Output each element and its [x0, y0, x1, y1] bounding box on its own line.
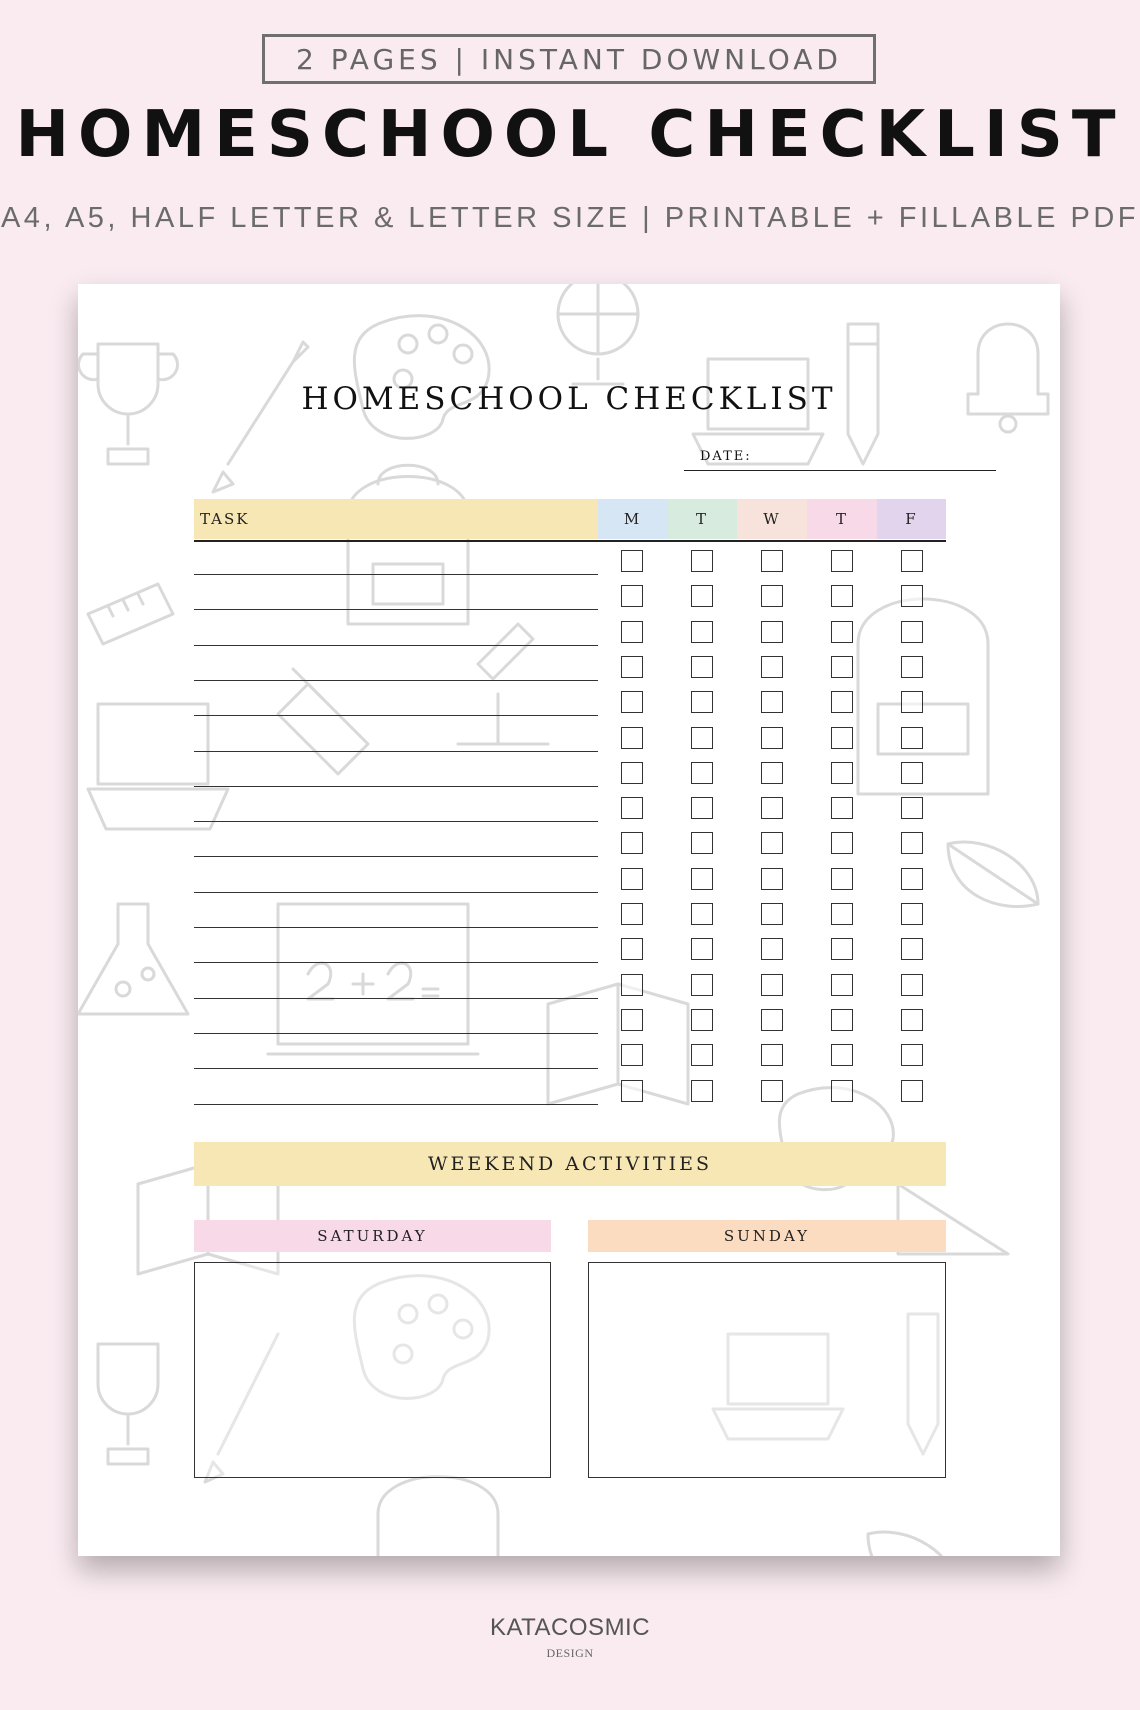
globe-doodle	[558, 284, 638, 384]
day-checkbox[interactable]	[901, 550, 923, 572]
day-checkbox[interactable]	[901, 762, 923, 784]
day-checkbox[interactable]	[831, 1009, 853, 1031]
day-checkbox[interactable]	[761, 938, 783, 960]
day-checkbox[interactable]	[831, 832, 853, 854]
task-line[interactable]	[194, 998, 598, 999]
leaf-bottom-doodle	[868, 1532, 958, 1556]
saturday-notes-box[interactable]	[194, 1262, 551, 1478]
task-line[interactable]	[194, 751, 598, 752]
day-header-wed	[737, 499, 807, 539]
day-checkbox[interactable]	[831, 621, 853, 643]
day-checkbox[interactable]	[761, 797, 783, 819]
day-checkbox[interactable]	[761, 1044, 783, 1066]
day-checkbox[interactable]	[761, 762, 783, 784]
day-checkbox[interactable]	[901, 903, 923, 925]
date-field[interactable]	[684, 470, 996, 471]
day-checkbox[interactable]	[901, 832, 923, 854]
day-checkbox[interactable]	[691, 691, 713, 713]
day-checkbox[interactable]	[621, 621, 643, 643]
task-column-header	[194, 499, 598, 539]
task-line[interactable]	[194, 715, 598, 716]
day-checkbox[interactable]	[831, 550, 853, 572]
day-checkbox[interactable]	[901, 656, 923, 678]
day-checkbox[interactable]	[761, 974, 783, 996]
day-checkbox[interactable]	[621, 762, 643, 784]
day-checkbox[interactable]	[621, 727, 643, 749]
day-checkbox[interactable]	[901, 868, 923, 890]
day-checkbox[interactable]	[761, 1080, 783, 1102]
day-checkbox[interactable]	[691, 1080, 713, 1102]
day-checkbox[interactable]	[621, 797, 643, 819]
task-line[interactable]	[194, 1068, 598, 1069]
flask-doodle	[78, 904, 188, 1014]
sheet-title: HOMESCHOOL CHECKLIST	[301, 381, 837, 417]
backpack-right-doodle	[858, 599, 988, 794]
day-checkbox[interactable]	[901, 938, 923, 960]
task-line[interactable]	[194, 786, 598, 787]
day-checkbox[interactable]	[761, 656, 783, 678]
day-header-fri	[877, 499, 946, 539]
task-line[interactable]	[194, 1104, 598, 1105]
day-checkbox[interactable]	[901, 797, 923, 819]
day-checkbox[interactable]	[621, 585, 643, 607]
day-checkbox[interactable]	[621, 868, 643, 890]
day-checkbox[interactable]	[621, 1009, 643, 1031]
day-checkbox[interactable]	[691, 656, 713, 678]
microscope-doodle	[458, 624, 548, 744]
weekend-activities-header	[194, 1142, 946, 1186]
day-checkbox[interactable]	[621, 832, 643, 854]
task-line[interactable]	[194, 1033, 598, 1034]
task-line[interactable]	[194, 892, 598, 893]
day-checkbox[interactable]	[831, 691, 853, 713]
promo-headline: HOMESCHOOL CHECKLIST	[15, 98, 1125, 172]
day-checkbox[interactable]	[691, 832, 713, 854]
day-checkbox[interactable]	[831, 868, 853, 890]
day-checkbox[interactable]	[691, 621, 713, 643]
day-checkbox[interactable]	[621, 938, 643, 960]
day-checkbox[interactable]	[831, 1080, 853, 1102]
day-checkbox[interactable]	[831, 938, 853, 960]
day-header-tue	[667, 499, 737, 539]
day-checkbox[interactable]	[901, 691, 923, 713]
day-checkbox[interactable]	[761, 903, 783, 925]
task-line[interactable]	[194, 821, 598, 822]
day-checkbox[interactable]	[621, 974, 643, 996]
day-checkbox[interactable]	[831, 656, 853, 678]
day-checkbox[interactable]	[621, 1044, 643, 1066]
laptop-left-doodle	[88, 704, 228, 829]
brand-logo-sub: DESIGN	[546, 1646, 594, 1660]
day-checkbox[interactable]	[691, 938, 713, 960]
saturday-header	[194, 1220, 551, 1252]
task-line[interactable]	[194, 856, 598, 857]
day-checkbox[interactable]	[901, 1044, 923, 1066]
day-checkbox[interactable]	[621, 691, 643, 713]
day-checkbox[interactable]	[831, 903, 853, 925]
day-header-label: W	[763, 510, 781, 528]
day-checkbox[interactable]	[691, 974, 713, 996]
day-header-label: M	[623, 510, 642, 528]
day-checkbox[interactable]	[831, 797, 853, 819]
day-header-mon	[598, 499, 667, 539]
day-header-label: F	[905, 510, 918, 528]
weekend-title: WEEKEND ACTIVITIES	[428, 1153, 712, 1175]
backpack-bottom-doodle	[378, 1477, 498, 1557]
day-checkbox[interactable]	[691, 797, 713, 819]
day-checkbox[interactable]	[831, 727, 853, 749]
day-checkbox[interactable]	[621, 550, 643, 572]
date-label: DATE:	[700, 449, 752, 464]
day-header-thu	[807, 499, 877, 539]
day-checkbox[interactable]	[761, 550, 783, 572]
day-checkbox[interactable]	[621, 1080, 643, 1102]
leaf-doodle	[948, 842, 1038, 906]
day-checkbox[interactable]	[761, 621, 783, 643]
ruler-doodle	[88, 584, 173, 644]
brush-doodle	[213, 342, 308, 492]
task-line[interactable]	[194, 962, 598, 963]
day-checkbox[interactable]	[761, 1009, 783, 1031]
brand-logo: KATACOSMIC	[489, 1614, 651, 1641]
promo-subline: A4, A5, HALF LETTER & LETTER SIZE | PRINTABLE + FILLABLE PDF	[0, 202, 1140, 234]
task-line[interactable]	[194, 927, 598, 928]
sunday-label: SUNDAY	[723, 1227, 811, 1245]
day-checkbox[interactable]	[761, 691, 783, 713]
day-checkbox[interactable]	[761, 832, 783, 854]
task-line[interactable]	[194, 574, 598, 575]
sunday-header	[588, 1220, 946, 1252]
day-checkbox[interactable]	[691, 727, 713, 749]
trophy-bottom-doodle	[98, 1344, 158, 1464]
day-checkbox[interactable]	[901, 1009, 923, 1031]
day-checkbox[interactable]	[831, 585, 853, 607]
promo-badge-text: 2 PAGES | INSTANT DOWNLOAD	[296, 42, 842, 76]
day-checkbox[interactable]	[761, 727, 783, 749]
sunday-notes-box[interactable]	[588, 1262, 946, 1478]
task-header-label: TASK	[200, 510, 250, 528]
day-checkbox[interactable]	[691, 868, 713, 890]
day-checkbox[interactable]	[691, 1044, 713, 1066]
day-checkbox[interactable]	[691, 585, 713, 607]
day-checkbox[interactable]	[831, 1044, 853, 1066]
day-checkbox[interactable]	[761, 868, 783, 890]
task-line[interactable]	[194, 609, 598, 610]
test-tube-doodle	[278, 669, 368, 774]
day-checkbox[interactable]	[901, 621, 923, 643]
planner-sheet	[78, 284, 1060, 1556]
day-checkbox[interactable]	[691, 550, 713, 572]
day-checkbox[interactable]	[901, 727, 923, 749]
header-rule	[194, 540, 946, 542]
day-checkbox[interactable]	[621, 903, 643, 925]
day-checkbox[interactable]	[621, 656, 643, 678]
day-checkbox[interactable]	[831, 762, 853, 784]
backpack-doodle	[348, 465, 468, 624]
day-checkbox[interactable]	[691, 1009, 713, 1031]
task-line[interactable]	[194, 645, 598, 646]
saturday-label: SATURDAY	[317, 1227, 428, 1245]
task-line[interactable]	[194, 680, 598, 681]
day-checkbox[interactable]	[831, 974, 853, 996]
day-checkbox[interactable]	[901, 1080, 923, 1102]
day-header-label: T	[695, 510, 708, 528]
day-checkbox[interactable]	[761, 585, 783, 607]
day-checkbox[interactable]	[691, 903, 713, 925]
palette-doodle	[354, 316, 489, 439]
day-checkbox[interactable]	[901, 974, 923, 996]
day-checkbox[interactable]	[901, 585, 923, 607]
promo-badge	[262, 34, 876, 84]
day-header-label: T	[835, 510, 848, 528]
day-checkbox[interactable]	[691, 762, 713, 784]
